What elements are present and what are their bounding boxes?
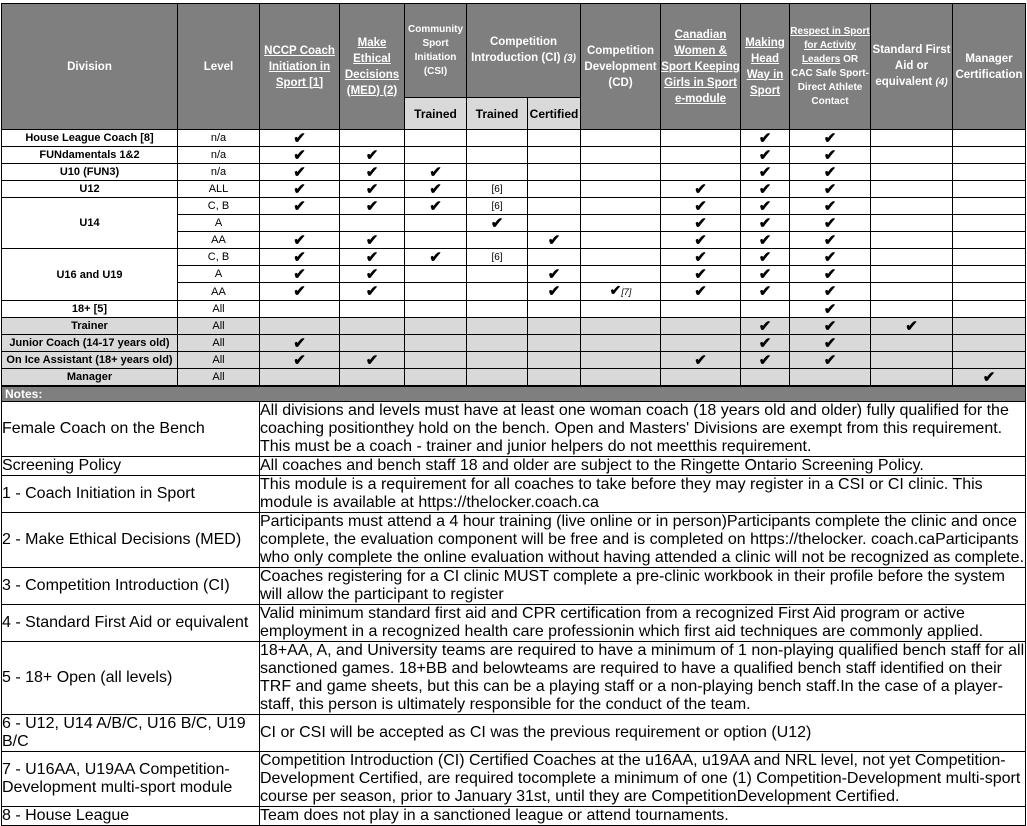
empty-cell[interactable] [661, 335, 741, 352]
empty-cell[interactable] [581, 164, 661, 181]
header-first-aid[interactable] [871, 4, 953, 130]
empty-cell[interactable] [405, 318, 467, 335]
check-icon: ✔ [609, 282, 622, 298]
note-line: Participants must attend a 4 hour training (live online or in person) [260, 513, 727, 530]
empty-cell[interactable] [467, 164, 528, 181]
empty-cell[interactable] [953, 335, 1026, 352]
table-row [2, 198, 1026, 215]
table-row [2, 181, 1026, 198]
note-line: Participants who only complete the online evaluation without having attended a clinic will not be recognized as complete. [260, 531, 1025, 566]
empty-cell[interactable] [467, 352, 528, 369]
grid-body [2, 130, 1026, 386]
empty-cell[interactable] [953, 164, 1026, 181]
empty-cell[interactable] [581, 215, 661, 232]
empty-cell[interactable] [581, 181, 661, 198]
table-row [2, 164, 1026, 181]
note-row [2, 752, 1026, 807]
empty-cell[interactable] [871, 130, 953, 147]
check-cell[interactable]: ✔ [741, 130, 790, 147]
empty-cell[interactable] [953, 266, 1026, 283]
check-cell[interactable]: ✔ [260, 249, 340, 266]
empty-cell[interactable] [953, 249, 1026, 266]
header-ris-line2: Safe Sport-Direct Athlete Contact [797, 67, 869, 107]
note-row [2, 605, 1026, 642]
note-line: complete a minimum of one (1) Competition-Development multi-sport course per season, prior to January 31st, until they are Competition [260, 770, 1021, 805]
empty-cell[interactable] [581, 198, 661, 215]
empty-cell[interactable] [581, 318, 661, 335]
note-row [2, 568, 1026, 605]
note-ref-cell[interactable]: [6] [467, 198, 528, 215]
note-line: teams are required to have a qualified bench staff identified on their TRF and game sheets, but this can be a playing staff or a non-playing bench staff. [260, 660, 1002, 695]
check-cell[interactable]: ✔ [661, 198, 741, 215]
check-cell[interactable]: ✔ [340, 352, 405, 369]
empty-cell[interactable] [871, 283, 953, 301]
check-cell[interactable]: ✔ [405, 198, 467, 215]
empty-cell[interactable] [467, 266, 528, 283]
empty-cell[interactable] [467, 147, 528, 164]
check-cell[interactable]: ✔ [260, 266, 340, 283]
empty-cell[interactable] [260, 369, 340, 386]
empty-cell[interactable] [340, 301, 405, 318]
level-cell[interactable]: n/a [178, 164, 260, 181]
check-cell[interactable]: ✔ [260, 352, 340, 369]
check-cell[interactable]: ✔ [405, 181, 467, 198]
note-ref-cell[interactable]: [6] [467, 181, 528, 198]
empty-cell[interactable] [405, 215, 467, 232]
check-cell[interactable]: ✔ [790, 266, 871, 283]
header-ci[interactable] [467, 4, 581, 98]
header-ci-ref: (3) [563, 53, 576, 64]
check-cell[interactable]: ✔ [790, 318, 871, 335]
header-canadian-women[interactable]: Canadian Women & Sport Keeping Girls in Sport e-module [661, 4, 741, 130]
empty-cell[interactable] [405, 283, 467, 301]
empty-cell[interactable] [661, 164, 741, 181]
division-cell[interactable]: U16 and U19 [2, 249, 178, 301]
check-cell[interactable]: ✔ [741, 335, 790, 352]
header-med[interactable]: Make Ethical Decisions (MED) (2) [340, 4, 405, 130]
check-cell[interactable]: ✔ [661, 249, 741, 266]
notes-title[interactable]: Notes: [2, 387, 1026, 402]
empty-cell[interactable] [340, 318, 405, 335]
check-cell[interactable]: ✔ [741, 164, 790, 181]
header-fa-ref: (4) [935, 77, 948, 88]
table-row [2, 130, 1026, 147]
check-cell[interactable]: ✔ [340, 164, 405, 181]
note-line: in which first aid techniques are commonly applied. [621, 623, 984, 640]
empty-cell[interactable] [871, 181, 953, 198]
check-cell[interactable]: ✔ [260, 181, 340, 198]
empty-cell[interactable] [741, 369, 790, 386]
empty-cell[interactable] [405, 266, 467, 283]
empty-cell[interactable] [953, 215, 1026, 232]
check-cell[interactable]: ✔ [790, 352, 871, 369]
level-cell[interactable]: n/a [178, 130, 260, 147]
note-row [2, 807, 1026, 826]
empty-cell[interactable] [953, 130, 1026, 147]
empty-cell[interactable] [581, 369, 661, 386]
division-cell[interactable]: FUNdamentals 1&2 [2, 147, 178, 164]
note-text[interactable] [260, 752, 1026, 807]
empty-cell[interactable] [581, 335, 661, 352]
table-row [2, 352, 1026, 369]
note-text[interactable] [260, 807, 1026, 826]
check-cell[interactable]: ✔ [790, 335, 871, 352]
header-manager[interactable]: Manager Certification [953, 4, 1026, 130]
empty-cell[interactable] [340, 130, 405, 147]
empty-cell[interactable] [467, 283, 528, 301]
check-cell[interactable]: ✔ [260, 283, 340, 301]
header-nccp[interactable]: NCCP Coach Initiation in Sport [1] [260, 4, 340, 130]
empty-cell[interactable] [953, 301, 1026, 318]
header-cd[interactable]: Competition Development (CD) [581, 4, 661, 130]
check-cell[interactable]: ✔ [661, 215, 741, 232]
check-cell[interactable]: ✔ [340, 181, 405, 198]
division-cell[interactable]: 18+ [5] [2, 301, 178, 318]
notes-table [1, 386, 1026, 826]
check-cell[interactable]: ✔ [790, 130, 871, 147]
check-cell[interactable]: ✔ [953, 369, 1026, 386]
empty-cell[interactable] [467, 130, 528, 147]
check-cell[interactable]: ✔ [467, 215, 528, 232]
division-cell[interactable]: U10 (FUN3) [2, 164, 178, 181]
note-text[interactable] [260, 402, 1026, 457]
empty-cell[interactable] [661, 147, 741, 164]
note-row [2, 715, 1026, 752]
empty-cell[interactable] [661, 301, 741, 318]
check-cell[interactable]: ✔ [260, 164, 340, 181]
level-cell[interactable]: ALL [178, 181, 260, 198]
table-row [2, 318, 1026, 335]
notes-body [2, 387, 1026, 826]
table-row [2, 147, 1026, 164]
level-cell[interactable]: All [178, 301, 260, 318]
division-cell[interactable]: U14 [2, 198, 178, 249]
note-ref-cell[interactable]: [6] [467, 249, 528, 266]
empty-cell[interactable] [871, 147, 953, 164]
empty-cell[interactable] [661, 369, 741, 386]
table-row [2, 369, 1026, 386]
header-ci-trained[interactable]: Trained [467, 98, 528, 130]
empty-cell[interactable] [467, 232, 528, 249]
check-cell[interactable]: ✔ [741, 181, 790, 198]
requirements-table [1, 3, 1026, 386]
empty-cell[interactable] [871, 215, 953, 232]
check-cell[interactable]: ✔ [790, 249, 871, 266]
empty-cell[interactable] [528, 301, 581, 318]
note-row [2, 476, 1026, 513]
check-cell[interactable]: ✔ [741, 232, 790, 249]
check-cell[interactable]: ✔ [260, 147, 340, 164]
header-ci-certified[interactable]: Certified [528, 98, 581, 130]
header-csi[interactable]: Community Sport Initiation (CSI) [405, 4, 467, 98]
empty-cell[interactable] [528, 198, 581, 215]
empty-cell[interactable] [528, 147, 581, 164]
division-cell[interactable]: Junior Coach (14-17 years old) [2, 335, 178, 352]
empty-cell[interactable] [953, 283, 1026, 301]
header-ris-or: OR CAC [791, 53, 859, 79]
note-line: CI or CSI will be accepted as CI was the previous requirement or option (U12) [260, 724, 812, 741]
empty-cell[interactable] [405, 147, 467, 164]
note-text[interactable] [260, 513, 1026, 568]
note-line: All coaches and bench staff 18 and older are subject to the Ringette Ontario Screening Policy. [260, 457, 924, 474]
check-cell[interactable]: ✔ [661, 352, 741, 369]
note-text[interactable] [260, 642, 1026, 715]
note-line: All divisions and levels must have at least one woman coach (18 years old and older) fully qualified for the coaching position [260, 402, 1009, 437]
header-respect-in-sport[interactable] [790, 4, 871, 130]
empty-cell[interactable] [953, 352, 1026, 369]
note-line: Development Certified. [736, 788, 900, 805]
empty-cell[interactable] [528, 164, 581, 181]
note-line: Participants complete the clinic and once complete, the evaluation component will be free and is completed on https://thelocker. coach.ca [260, 513, 1017, 548]
check-cell[interactable]: ✔ [340, 283, 405, 301]
check-cell[interactable]: ✔ [790, 147, 871, 164]
note-title[interactable]: 5 - 18+ Open (all levels) [2, 642, 260, 715]
check-cell[interactable]: ✔ [260, 335, 340, 352]
check-cell[interactable]: ✔ [661, 266, 741, 283]
level-cell[interactable]: n/a [178, 147, 260, 164]
empty-cell[interactable] [581, 301, 661, 318]
level-cell[interactable]: AA [178, 283, 260, 301]
empty-cell[interactable] [340, 335, 405, 352]
note-line: Team does not play in a sanctioned league or attend tournaments. [260, 807, 729, 824]
check-cell[interactable]: ✔ [260, 130, 340, 147]
check-cell[interactable]: ✔ [528, 266, 581, 283]
level-cell[interactable]: All [178, 369, 260, 386]
table-row [2, 335, 1026, 352]
header-ci-label: Competition Introduction (CI) [471, 36, 561, 64]
empty-cell[interactable] [467, 335, 528, 352]
check-cell[interactable]: ✔ [661, 232, 741, 249]
note-title[interactable]: 3 - Competition Introduction (CI) [2, 568, 260, 605]
empty-cell[interactable] [340, 215, 405, 232]
header-ris-line1: Respect in Sport for Activity Leaders [790, 25, 870, 65]
check-cell[interactable]: ✔ [741, 147, 790, 164]
level-cell[interactable]: A [178, 215, 260, 232]
check-cell[interactable]: ✔ [790, 181, 871, 198]
note-line: Coaches registering for a CI clinic MUST complete a pre-clinic workbook in their profile before the system will allow the participant to register [260, 568, 1005, 603]
empty-cell[interactable] [405, 232, 467, 249]
division-cell[interactable]: House League Coach [8] [2, 130, 178, 147]
empty-cell[interactable] [260, 301, 340, 318]
empty-cell[interactable] [340, 369, 405, 386]
level-cell[interactable]: AA [178, 232, 260, 249]
check-cell[interactable]: ✔ [741, 266, 790, 283]
check-cell[interactable]: ✔ [661, 283, 741, 301]
empty-cell[interactable] [741, 301, 790, 318]
empty-cell[interactable] [405, 352, 467, 369]
empty-cell[interactable] [260, 318, 340, 335]
division-cell[interactable]: On Ice Assistant (18+ years old) [2, 352, 178, 369]
empty-cell[interactable] [871, 198, 953, 215]
note-text[interactable] [260, 457, 1026, 476]
check-cell[interactable]: ✔ [741, 249, 790, 266]
empty-cell[interactable] [871, 301, 953, 318]
empty-cell[interactable] [528, 130, 581, 147]
check-cell[interactable]: ✔ [790, 164, 871, 181]
note-text[interactable] [260, 715, 1026, 752]
check-cell[interactable]: ✔ [741, 215, 790, 232]
note-title[interactable]: 4 - Standard First Aid or equivalent [2, 605, 260, 642]
check-cell[interactable]: ✔ [741, 318, 790, 335]
note-row [2, 457, 1026, 476]
empty-cell[interactable] [528, 215, 581, 232]
note-text[interactable] [260, 476, 1026, 513]
note-title[interactable]: Screening Policy [2, 457, 260, 476]
empty-cell[interactable] [581, 130, 661, 147]
check-cell[interactable]: ✔ [260, 232, 340, 249]
empty-cell[interactable] [528, 352, 581, 369]
header-level[interactable]: Level [178, 4, 260, 130]
empty-cell[interactable] [871, 266, 953, 283]
empty-cell[interactable] [871, 164, 953, 181]
note-line: Valid minimum standard first aid and CPR certification from a recognized First Aid program or active employment in a recognized health care profession [260, 605, 965, 640]
empty-cell[interactable] [661, 318, 741, 335]
table-row [2, 301, 1026, 318]
note-line: This module is a requirement for all coaches to take before they may register in a CSI or CI clinic. This module is available at https://thelocker.coach.ca [260, 476, 983, 511]
empty-cell[interactable] [790, 369, 871, 386]
empty-cell[interactable] [528, 369, 581, 386]
division-cell[interactable]: Trainer [2, 318, 178, 335]
level-cell[interactable]: C, B [178, 198, 260, 215]
table-row [2, 249, 1026, 266]
note-row [2, 402, 1026, 457]
header-fa-label: Standard First Aid or equivalent [872, 44, 951, 88]
check-cell[interactable] [581, 283, 661, 301]
empty-cell[interactable] [953, 181, 1026, 198]
level-cell[interactable]: C, B [178, 249, 260, 266]
empty-cell[interactable] [953, 232, 1026, 249]
empty-cell[interactable] [467, 369, 528, 386]
empty-cell[interactable] [581, 249, 661, 266]
note-row [2, 513, 1026, 568]
check-cell[interactable]: ✔ [340, 266, 405, 283]
empty-cell[interactable] [871, 249, 953, 266]
check-cell[interactable]: ✔ [790, 215, 871, 232]
header-making-head-way[interactable]: Making Head Way in Sport [741, 4, 790, 130]
check-cell[interactable]: ✔ [741, 352, 790, 369]
note-line: In the case of a player-staff, this person is ultimately responsible for the conduct of the team. [260, 678, 1003, 713]
level-cell[interactable]: All [178, 318, 260, 335]
empty-cell[interactable] [661, 130, 741, 147]
note-line: this requirement. [692, 438, 812, 455]
empty-cell[interactable] [405, 301, 467, 318]
empty-cell[interactable] [871, 232, 953, 249]
empty-cell[interactable] [260, 215, 340, 232]
empty-cell[interactable] [953, 198, 1026, 215]
header-division[interactable]: Division [2, 4, 178, 130]
empty-cell[interactable] [581, 232, 661, 249]
empty-cell[interactable] [581, 147, 661, 164]
empty-cell[interactable] [528, 181, 581, 198]
check-cell[interactable]: ✔ [790, 198, 871, 215]
empty-cell[interactable] [405, 369, 467, 386]
check-cell[interactable]: ✔ [741, 198, 790, 215]
check-cell[interactable]: ✔ [528, 283, 581, 301]
note-title[interactable]: Female Coach on the Bench [2, 402, 260, 457]
empty-cell[interactable] [528, 249, 581, 266]
note-line: they hold on the bench. Open and Masters' Divisions are exempt from this requirement. This must be a coach - trainer and junior helpers do not meet [260, 420, 1003, 455]
spreadsheet [1, 3, 1025, 826]
note-title[interactable]: 8 - House League [2, 807, 260, 826]
empty-cell[interactable] [953, 147, 1026, 164]
check-cell[interactable]: ✔ [340, 198, 405, 215]
check-cell[interactable]: ✔ [340, 232, 405, 249]
empty-cell[interactable] [871, 369, 953, 386]
empty-cell[interactable] [528, 318, 581, 335]
empty-cell[interactable] [581, 352, 661, 369]
check-cell[interactable]: ✔ [528, 232, 581, 249]
note-ref: [7] [621, 287, 632, 297]
header-csi-trained[interactable]: Trained [405, 98, 467, 130]
note-title[interactable]: 6 - U12, U14 A/B/C, U16 B/C, U19 B/C [2, 715, 260, 752]
note-title[interactable]: 7 - U16AA, U19AA Competition-Development multi-sport module [2, 752, 260, 807]
empty-cell[interactable] [405, 335, 467, 352]
check-cell[interactable]: ✔ [790, 283, 871, 301]
check-cell[interactable]: ✔ [340, 249, 405, 266]
empty-cell[interactable] [467, 301, 528, 318]
check-cell[interactable]: ✔ [260, 198, 340, 215]
check-cell[interactable]: ✔ [405, 164, 467, 181]
check-cell[interactable]: ✔ [661, 181, 741, 198]
empty-cell[interactable] [871, 352, 953, 369]
check-cell[interactable]: ✔ [340, 147, 405, 164]
note-line: Competition Introduction (CI) Certified Coaches at the u16AA, u19AA and NRL level, not yet Competition-Development Certified, are required to [260, 752, 1006, 787]
check-cell[interactable]: ✔ [790, 232, 871, 249]
note-row [2, 642, 1026, 715]
note-line: 18+AA, A, and University teams are required to have a minimum of 1 non-playing qualified bench staff for all sanctioned games. 18+BB and below [260, 642, 1025, 677]
division-cell[interactable]: U12 [2, 181, 178, 198]
level-cell[interactable]: All [178, 352, 260, 369]
note-text[interactable] [260, 568, 1026, 605]
note-text[interactable] [260, 605, 1026, 642]
empty-cell[interactable] [581, 266, 661, 283]
empty-cell[interactable] [467, 318, 528, 335]
note-title[interactable]: 1 - Coach Initiation in Sport [2, 476, 260, 513]
level-cell[interactable]: A [178, 266, 260, 283]
check-cell[interactable]: ✔ [871, 318, 953, 335]
check-cell[interactable]: ✔ [741, 283, 790, 301]
division-cell[interactable]: Manager [2, 369, 178, 386]
check-cell[interactable]: ✔ [405, 249, 467, 266]
empty-cell[interactable] [405, 130, 467, 147]
note-title[interactable]: 2 - Make Ethical Decisions (MED) [2, 513, 260, 568]
empty-cell[interactable] [528, 335, 581, 352]
level-cell[interactable]: All [178, 335, 260, 352]
empty-cell[interactable] [953, 318, 1026, 335]
check-cell[interactable]: ✔ [790, 301, 871, 318]
empty-cell[interactable] [871, 335, 953, 352]
